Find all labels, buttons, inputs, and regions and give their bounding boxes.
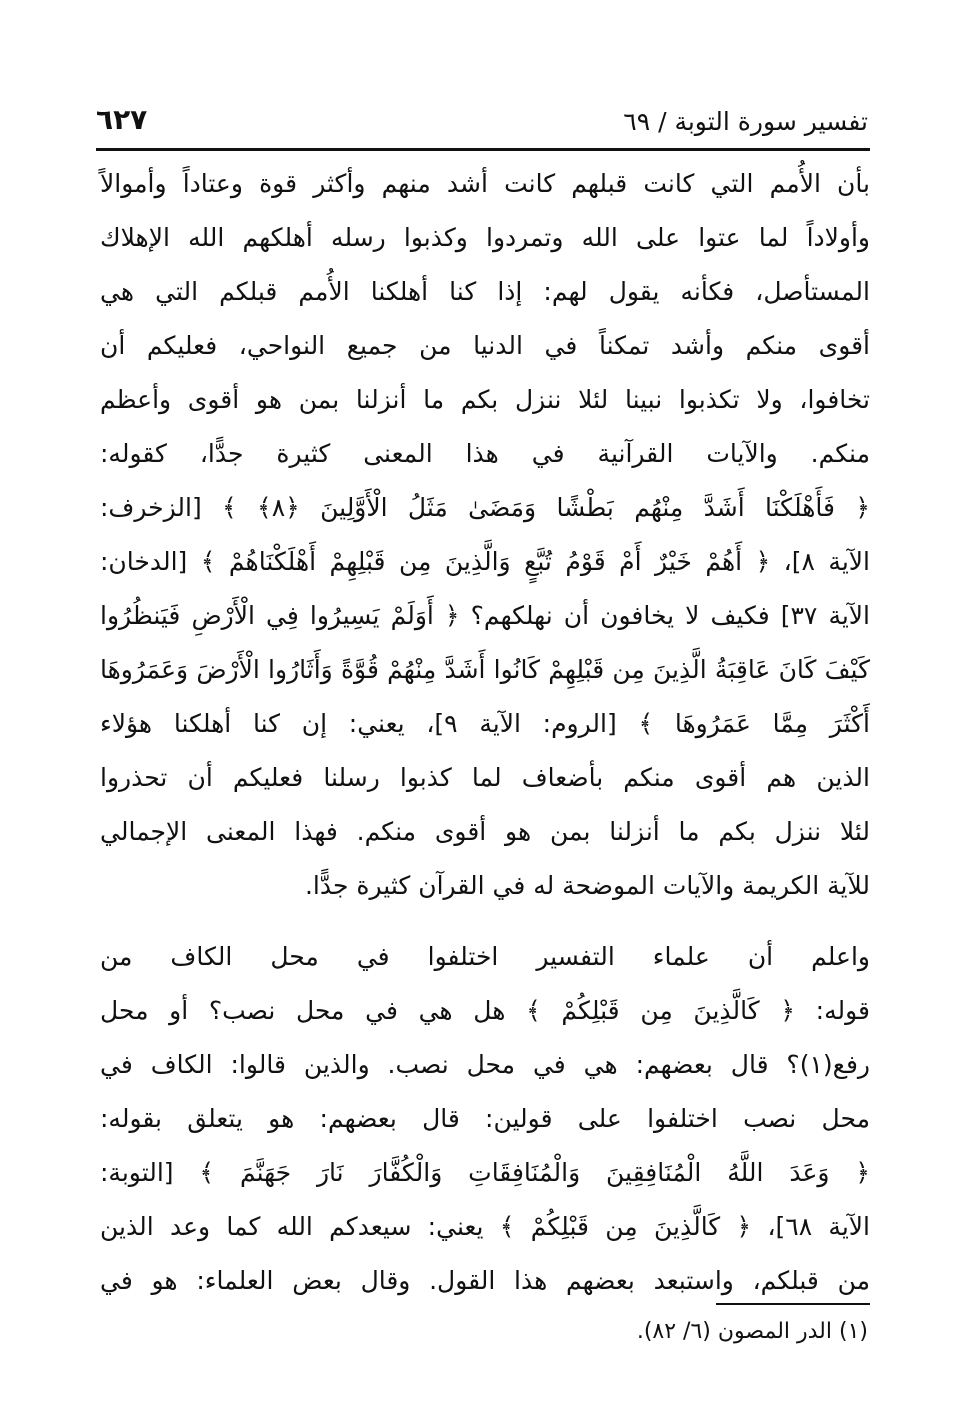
quran-verse-line: الآية ٦٨]، ﴿ كَالَّذِينَ مِن قَبْلِكُمْ ﴾ يعني: سيعدكم الله كما وعد الذين xyxy=(100,1212,870,1241)
footnote: (١) الدر المصون (٦/ ٨٢). xyxy=(636,1319,868,1344)
text-line: المستأصل، فكأنه يقول لهم: إذا كنا أهلكنا الأُمم قبلكم التي هي xyxy=(100,277,870,306)
quran-verse-line: ﴿ وَعَدَ اللَّهُ الْمُنَافِقِينَ وَالْمُنَافِقَاتِ وَالْكُفَّارَ نَارَ جَهَنَّمَ ﴾ [التوبة: xyxy=(100,1158,870,1187)
text-line: الذين هم أقوى منكم بأضعاف لما كذبوا رسلنا فعليكم أن تحذروا xyxy=(100,763,870,792)
paragraph-1 xyxy=(100,157,870,913)
header-divider xyxy=(96,148,870,151)
footnote-divider xyxy=(716,1303,870,1305)
quran-verse-line: أَكْثَرَ مِمَّا عَمَرُوهَا ﴾ [الروم: الآية ٩]، يعني: إن كنا أهلكنا هؤلاء xyxy=(100,709,870,738)
text-line: أقوى منكم وأشد تمكناً في الدنيا من جميع النواحي، فعليكم أن xyxy=(100,331,870,360)
text-line: لئلا ننزل بكم ما أنزلنا بمن هو أقوى منكم. فهذا المعنى الإجمالي xyxy=(100,817,870,846)
text-line: وأولاداً لما عتوا على الله وتمردوا وكذبوا رسله أهلكهم الله الإهلاك xyxy=(100,223,870,252)
text-line: رفع(١)؟ قال بعضهم: هي في محل نصب. والذين قالوا: الكاف في xyxy=(100,1050,870,1079)
text-line: تخافوا، ولا تكذبوا نبينا لئلا ننزل بكم ما أنزلنا بمن هو أقوى وأعظم xyxy=(100,385,870,414)
quran-verse-line: قوله: ﴿ كَالَّذِينَ مِن قَبْلِكُمْ ﴾ هل هي في محل نصب؟ أو محل xyxy=(100,996,870,1025)
paragraph-2 xyxy=(100,930,870,1308)
text-line: للآية الكريمة والآيات الموضحة له في القرآن كثيرة جدًّا. xyxy=(304,871,870,900)
quran-verse-line: الآية ٣٧] فكيف لا يخافون أن نهلكهم؟ ﴿ أَوَلَمْ يَسِيرُوا فِي الْأَرْضِ فَيَنظُرُوا xyxy=(100,601,871,630)
page-number: ٦٢٧ xyxy=(96,103,148,136)
quran-verse-line: ﴿ فَأَهْلَكْنَا أَشَدَّ مِنْهُم بَطْشًا وَمَضَىٰ مَثَلُ الْأَوَّلِينَ ﴿٨﴾ ﴾ [الزخرف: xyxy=(100,493,870,522)
text-line: منكم. والآيات القرآنية في هذا المعنى كثيرة جدًّا، كقوله: xyxy=(100,439,870,468)
text-line: محل نصب اختلفوا على قولين: قال بعضهم: هو يتعلق بقوله: xyxy=(100,1104,870,1133)
text-line: بأن الأُمم التي كانت قبلهم كانت أشد منهم وأكثر قوة وعتاداً وأموالاً xyxy=(100,169,870,198)
running-title: تفسير سورة التوبة / ٦٩ xyxy=(623,107,868,136)
text-line: واعلم أن علماء التفسير اختلفوا في محل الكاف من xyxy=(100,942,870,971)
quran-verse-line: الآية ٨]، ﴿ أَهُمْ خَيْرٌ أَمْ قَوْمُ تُبَّعٍ وَالَّذِينَ مِن قَبْلِهِمْ أَهْلَكْنَاهُمْ ﴾ [الدخان: xyxy=(100,547,870,576)
quran-verse-line: كَيْفَ كَانَ عَاقِبَةُ الَّذِينَ مِن قَبْلِهِمْ كَانُوا أَشَدَّ مِنْهُمْ قُوَّةً وَأَثَارُوا الْأَرْضَ وَعَمَرُوهَا xyxy=(100,655,870,684)
text-line: من قبلكم، واستبعد بعضهم هذا القول. وقال بعض العلماء: هو في xyxy=(100,1266,870,1295)
